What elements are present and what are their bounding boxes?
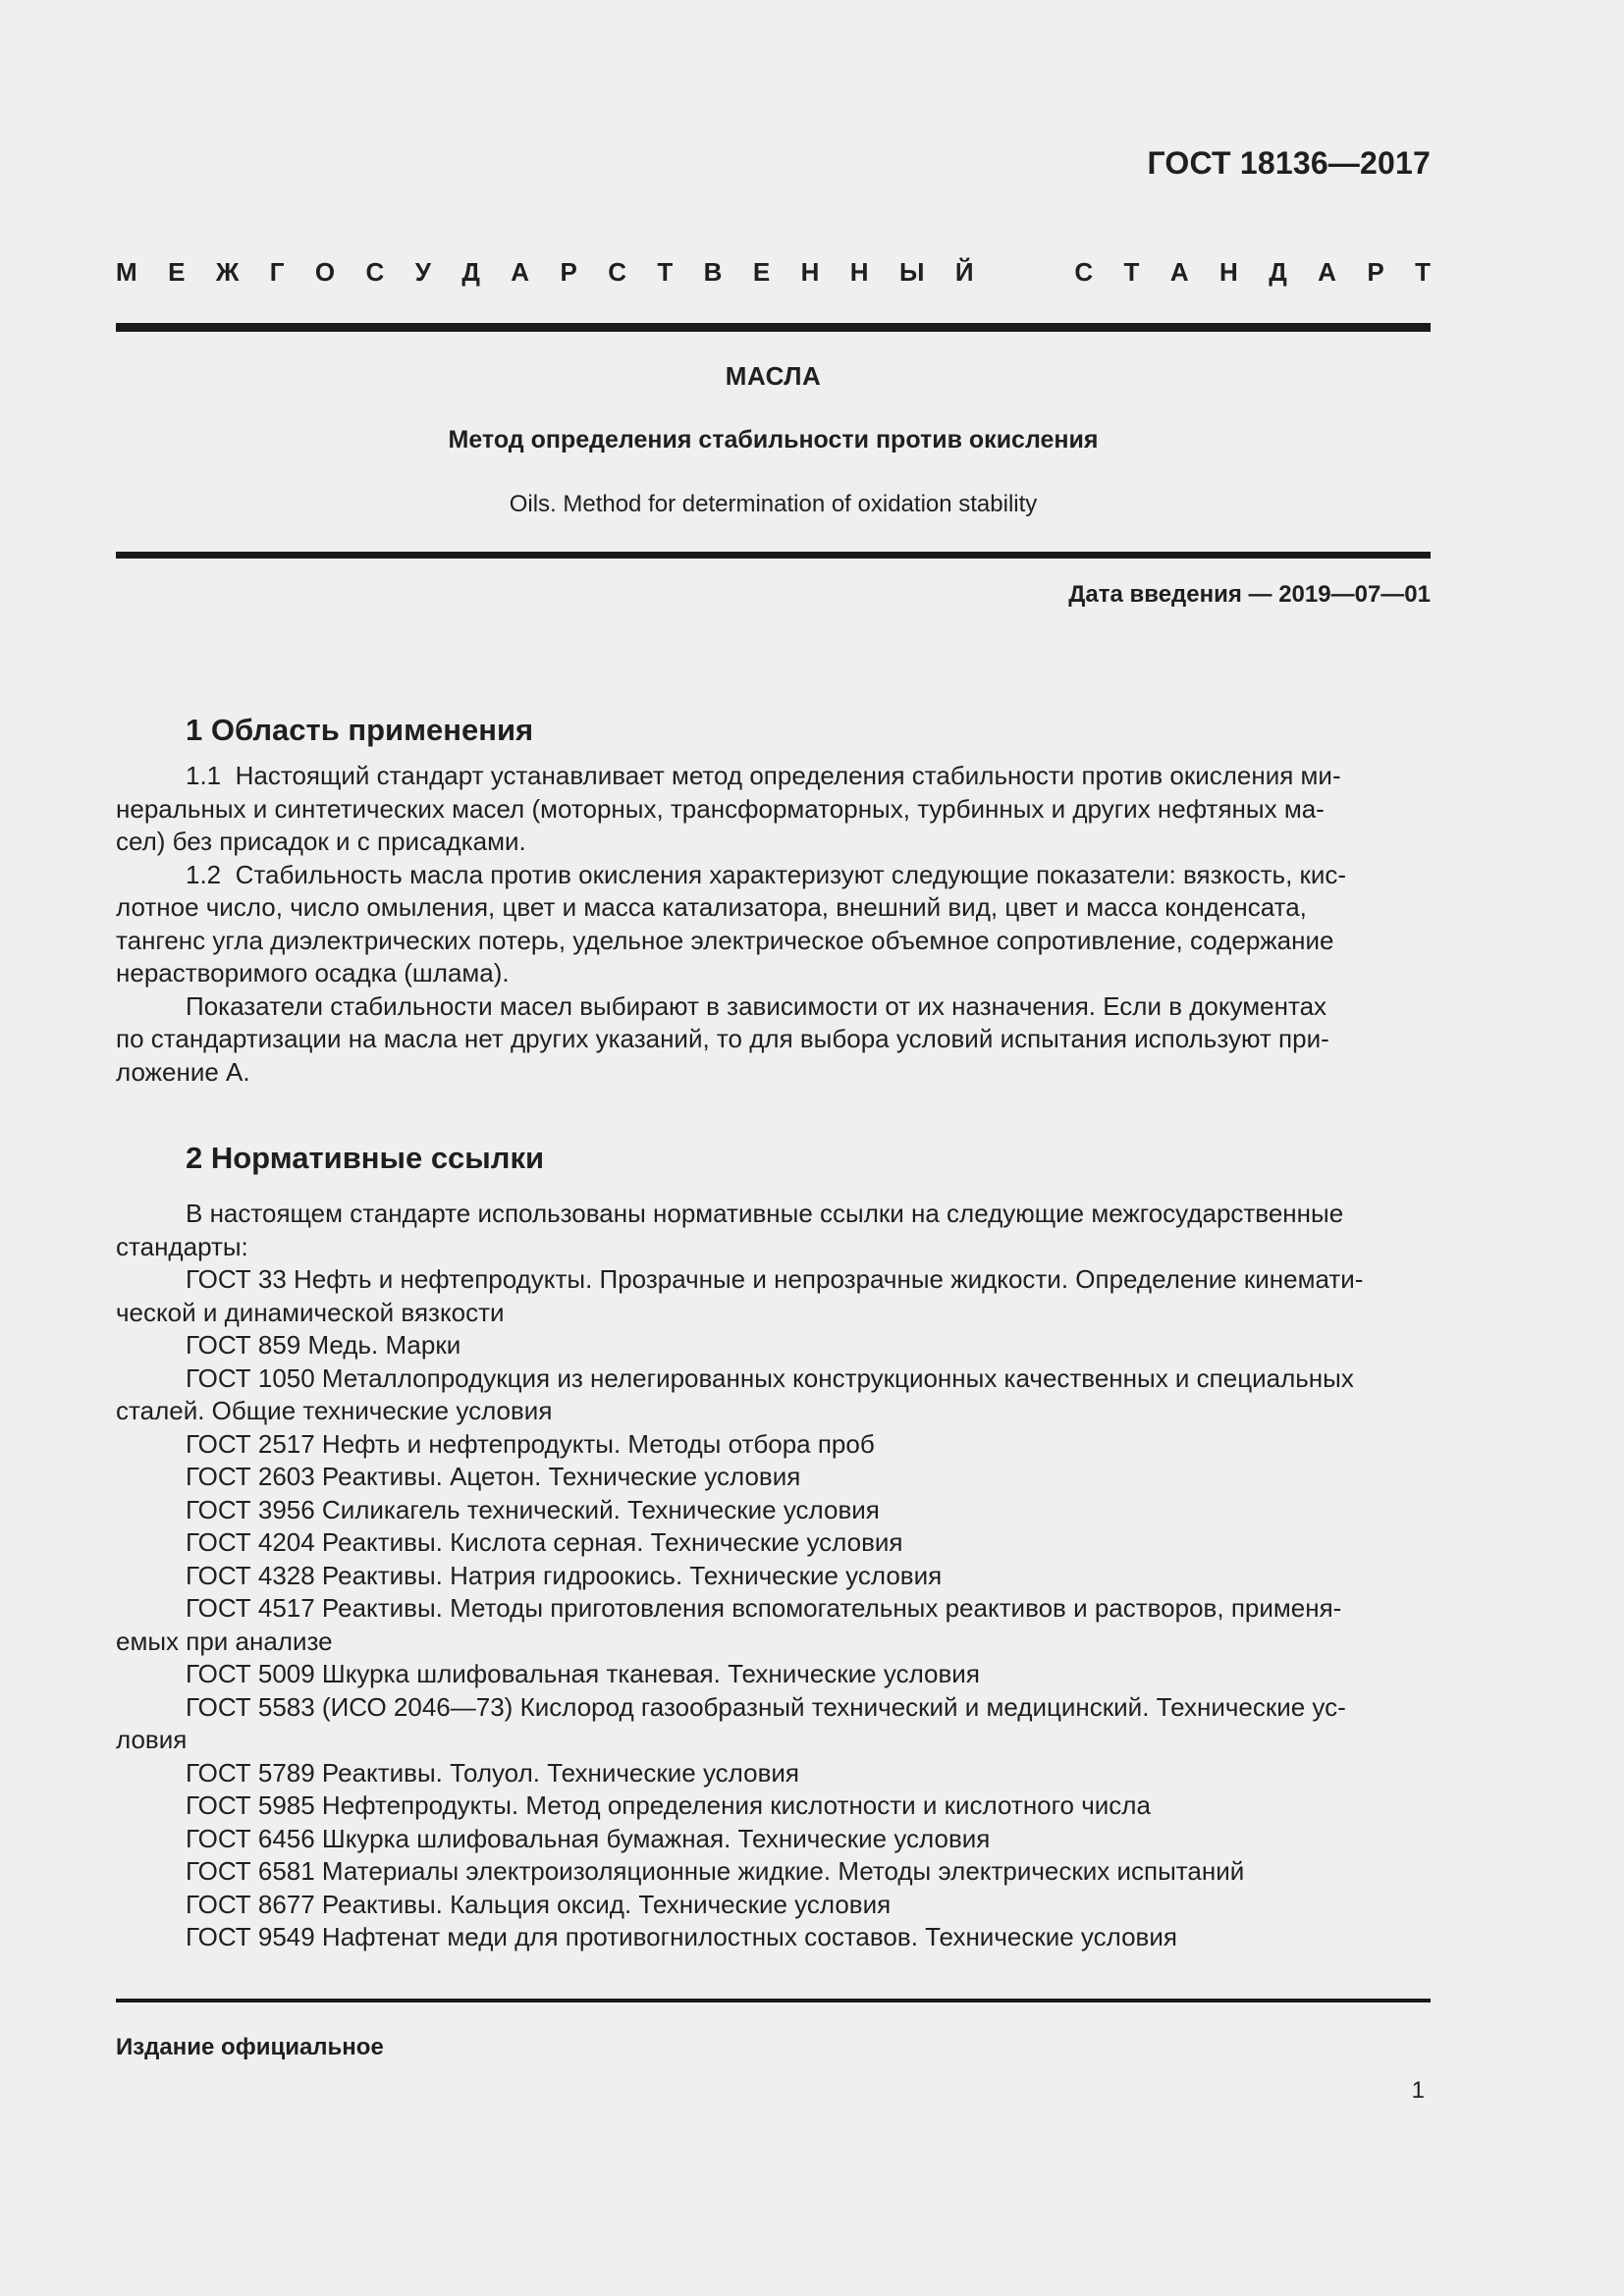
reference-item: ГОСТ 5583 (ИСО 2046—73) Кислород газообразный технический и медицинский. Технические ус-: [186, 1691, 1346, 1722]
banner-letter: Й: [954, 257, 974, 287]
text-line: сел) без присадок и с присадками.: [116, 827, 526, 856]
document-id: ГОСТ 18136—2017: [1147, 145, 1431, 181]
banner-letter: О: [314, 257, 336, 287]
banner-letter: С: [365, 257, 385, 287]
document-subtitle: Метод определения стабильности против окисления: [448, 426, 1099, 454]
text-line: ческой и динамической вязкости: [116, 1297, 505, 1327]
official-edition-label: Издание официальное: [116, 2034, 384, 2060]
banner-letter: Р: [560, 257, 577, 287]
reference-item: ГОСТ 6581 Материалы электроизоляционные жидкие. Методы электрических испытаний: [186, 1856, 1245, 1886]
reference-item: ГОСТ 4328 Реактивы. Натрия гидроокись. Технические условия: [186, 1560, 943, 1590]
introduction-date: Дата введения — 2019—07—01: [1068, 581, 1431, 608]
text-line: сталей. Общие технические условия: [116, 1396, 553, 1425]
banner-letter: Д: [1269, 257, 1287, 287]
banner-letter: Н: [849, 257, 869, 287]
banner-letter: Р: [1367, 257, 1384, 287]
text-line: 1.2 Стабильность масла против окисления характеризуют следующие показатели: вязкость, кис-: [186, 859, 1347, 889]
banner-letter: Е: [168, 257, 186, 287]
banner-letter: Т: [1415, 257, 1431, 287]
page-number: 1: [1411, 2077, 1425, 2104]
section-references-body: [116, 1198, 1431, 1954]
reference-item: ГОСТ 1050 Металлопродукция из нелегированных конструкционных качественных и специальных: [186, 1362, 1354, 1393]
text-line: нерастворимого осадка (шлама).: [116, 958, 510, 988]
banner-letter: В: [703, 257, 723, 287]
text-line: емых при анализе: [116, 1626, 333, 1656]
reference-item: ГОСТ 3956 Силикагель технический. Технические условия: [186, 1494, 880, 1524]
reference-item: ГОСТ 2603 Реактивы. Ацетон. Технические условия: [186, 1462, 801, 1491]
text-line: Показатели стабильности масел выбирают в зависимости от их назначения. Если в документах: [186, 990, 1327, 1021]
text-line: неральных и синтетических масел (моторных, трансформаторных, турбинных и других нефтяных ма-: [116, 793, 1325, 824]
reference-item: ГОСТ 859 Медь. Марки: [186, 1330, 461, 1360]
banner-letter: Ж: [215, 257, 240, 287]
reference-item: ГОСТ 6456 Шкурка шлифовальная бумажная. Технические условия: [186, 1823, 991, 1853]
banner-letter: Д: [461, 257, 480, 287]
banner-letter: А: [1318, 257, 1336, 287]
text-line: по стандартизации на масла нет других указаний, то для выбора условий испытания используют при-: [116, 1024, 1329, 1053]
banner-gap: [1004, 257, 1044, 288]
banner-letter: Е: [752, 257, 771, 287]
title-bottom-rule: [116, 552, 1431, 559]
banner-letter: Ы: [898, 257, 925, 287]
section-heading-scope: 1 Область применения: [186, 713, 534, 747]
reference-item: ГОСТ 5789 Реактивы. Толуол. Технические условия: [186, 1757, 800, 1788]
banner-letter: Н: [1219, 257, 1238, 287]
reference-item: ГОСТ 5009 Шкурка шлифовальная тканевая. Технические условия: [186, 1659, 980, 1688]
banner-letter: Т: [1123, 257, 1140, 287]
text-line: В настоящем стандарте использованы нормативные ссылки на следующие межгосударственные: [186, 1199, 1344, 1228]
text-line: 1.1 Настоящий стандарт устанавливает метод определения стабильности против окисления ми-: [186, 761, 1341, 790]
banner-letter: С: [1074, 257, 1094, 287]
text-line: тангенс угла диэлектрических потерь, удельное электрическое объемное сопротивление, содержание: [116, 925, 1334, 955]
reference-item: ГОСТ 5985 Нефтепродукты. Метод определения кислотности и кислотного числа: [186, 1790, 1151, 1820]
top-thick-rule: [116, 323, 1431, 332]
section-heading-normative-references: 2 Нормативные ссылки: [186, 1141, 545, 1175]
banner-letter: А: [1169, 257, 1189, 287]
banner-letter: У: [414, 257, 431, 287]
english-title: Oils. Method for determination of oxidation stability: [509, 491, 1038, 517]
text-line: ложение А.: [116, 1056, 250, 1087]
reference-item: ГОСТ 2517 Нефть и нефтепродукты. Методы отбора проб: [186, 1428, 875, 1459]
text-line: лотное число, число омыления, цвет и масса катализатора, внешний вид, цвет и масса конденсата,: [116, 892, 1307, 922]
text-line: ловия: [116, 1725, 188, 1754]
reference-item: ГОСТ 4517 Реактивы. Методы приготовления вспомогательных реактивов и растворов, применя-: [186, 1593, 1342, 1623]
interstate-standard-banner: [116, 257, 1431, 288]
reference-item: ГОСТ 4204 Реактивы. Кислота серная. Технические условия: [186, 1527, 903, 1557]
banner-letter: С: [608, 257, 626, 287]
reference-item: ГОСТ 8677 Реактивы. Кальция оксид. Технические условия: [186, 1889, 892, 1919]
banner-letter: А: [511, 257, 530, 287]
banner-letter: Н: [800, 257, 820, 287]
banner-letter: Г: [269, 257, 285, 287]
footer-rule: [116, 1999, 1431, 2002]
document-title: МАСЛА: [725, 361, 822, 391]
banner-letter: М: [116, 257, 137, 287]
reference-item: ГОСТ 9549 Нафтенат меди для противогнилостных составов. Технические условия: [186, 1922, 1177, 1951]
text-line: стандарты:: [116, 1231, 248, 1261]
banner-letter: Т: [657, 257, 674, 287]
reference-item: ГОСТ 33 Нефть и нефтепродукты. Прозрачные и непрозрачные жидкости. Определение кинемати-: [186, 1264, 1364, 1294]
section-scope-body: [116, 760, 1431, 1089]
